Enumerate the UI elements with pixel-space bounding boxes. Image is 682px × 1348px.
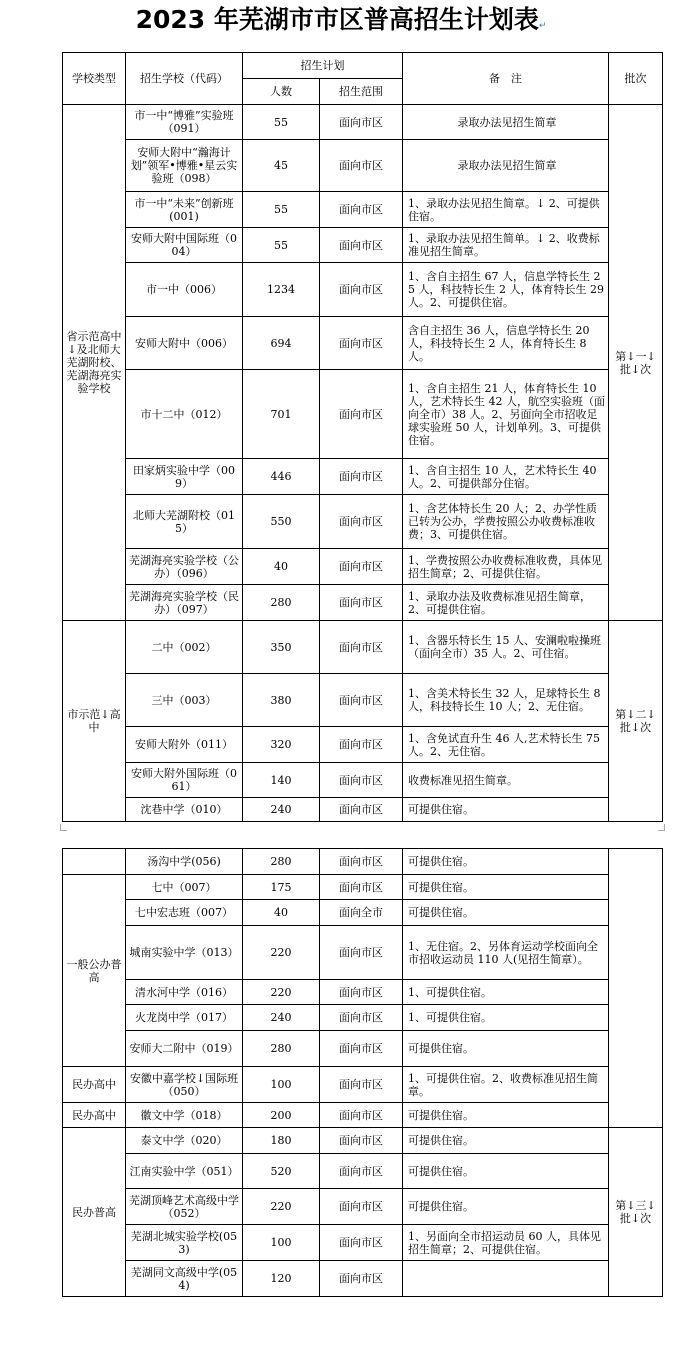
school-name-cell: 市一中（006） [126, 263, 243, 317]
scope-cell: 面向市区 [320, 1261, 403, 1297]
page-break-mark [60, 824, 67, 831]
count-cell: 55 [243, 105, 320, 140]
school-type-cell: 民办高中 [63, 1103, 126, 1128]
table-row [63, 875, 663, 900]
school-name-cell: 芜湖顶峰艺术高级中学（052） [126, 1189, 243, 1225]
school-name-cell: 三中（003） [126, 674, 243, 727]
notes-cell: 1、含美术特长生 32 人，足球特长生 8 人，科技特长生 10 人；2、无住宿。 [403, 674, 609, 727]
notes-cell: 可提供住宿。 [403, 798, 609, 822]
school-name-cell: 安师大附外（011） [126, 727, 243, 763]
table-row [63, 1189, 663, 1225]
scope-cell: 面向市区 [320, 1128, 403, 1154]
school-type-cell: 一般公办普高 [63, 875, 126, 1067]
table-row [63, 1031, 663, 1067]
table-row [63, 1261, 663, 1297]
notes-cell: 1、录取办法及收费标准见招生简章，2、可提供住宿。 [403, 585, 609, 621]
count-cell: 446 [243, 459, 320, 495]
table-row [63, 1128, 663, 1154]
school-name-cell: 江南实验中学（051） [126, 1154, 243, 1189]
school-name-cell: 安师大附中“瀚海计划”领军•博雅•星云实验班（098） [126, 140, 243, 192]
batch-cell: 第↓三↓批↓次 [609, 1128, 663, 1297]
batch-cell: 第↓一↓批↓次 [609, 105, 663, 621]
scope-cell: 面向市区 [320, 1225, 403, 1261]
count-cell: 180 [243, 1128, 320, 1154]
notes-cell: 可提供住宿。 [403, 1154, 609, 1189]
table-row [63, 849, 663, 875]
school-name-cell: 市十二中（012） [126, 370, 243, 459]
school-name-cell: 清水河中学（016） [126, 980, 243, 1005]
notes-cell: 可提供住宿。 [403, 1103, 609, 1128]
count-cell: 40 [243, 900, 320, 926]
school-type-cell: 民办普高 [63, 1128, 126, 1297]
scope-cell: 面向市区 [320, 585, 403, 621]
scope-cell: 面向市区 [320, 459, 403, 495]
scope-cell: 面向市区 [320, 849, 403, 875]
table-row [63, 1005, 663, 1031]
table-row [63, 228, 663, 263]
count-cell: 220 [243, 926, 320, 980]
notes-cell: 可提供住宿。 [403, 1189, 609, 1225]
scope-cell: 面向市区 [320, 1005, 403, 1031]
scope-cell: 面向市区 [320, 1103, 403, 1128]
notes-cell: 1、含艺体特长生 20 人；2、办学性质已转为公办，学费按照公办收费标准收费；3、可提供住宿。 [403, 495, 609, 549]
count-cell: 100 [243, 1067, 320, 1103]
header-plan: 招生计划 [243, 53, 403, 79]
table-row [63, 495, 663, 549]
notes-cell: 可提供住宿。 [403, 875, 609, 900]
count-cell: 280 [243, 585, 320, 621]
scope-cell: 面向市区 [320, 621, 403, 674]
count-cell: 220 [243, 1189, 320, 1225]
school-name-cell: 安师大附中（006） [126, 317, 243, 370]
header-notes: 备 注 [403, 53, 609, 105]
count-cell: 40 [243, 549, 320, 585]
notes-cell: 收费标准见招生简章。 [403, 763, 609, 798]
scope-cell: 面向市区 [320, 980, 403, 1005]
notes-cell: 1、含自主招生 10 人，艺术特长生 40 人。2、可提供部分住宿。 [403, 459, 609, 495]
table-row [63, 263, 663, 317]
school-name-cell: 安师大附外国际班（061） [126, 763, 243, 798]
enrollment-table-part-2 [62, 848, 663, 1297]
school-name-cell: 北师大芜湖附校（015） [126, 495, 243, 549]
count-cell: 55 [243, 192, 320, 228]
notes-cell: 1、含免试直升生 46 人,艺术特长生 75 人。2、无住宿。 [403, 727, 609, 763]
count-cell: 55 [243, 228, 320, 263]
table-row [63, 798, 663, 822]
school-name-cell: 汤沟中学(056) [126, 849, 243, 875]
school-name-cell: 芜湖北城实验学校(053) [126, 1225, 243, 1261]
count-cell: 380 [243, 674, 320, 727]
school-name-cell: 安师大二附中（019） [126, 1031, 243, 1067]
school-name-cell: 田家炳实验中学（009） [126, 459, 243, 495]
school-name-cell: 泰文中学（020） [126, 1128, 243, 1154]
scope-cell: 面向全市 [320, 900, 403, 926]
notes-cell: 1、无住宿。2、另体育运动学校面向全市招收运动员 110 人(见招生简章）。 [403, 926, 609, 980]
table-row [63, 317, 663, 370]
notes-cell: 1、含器乐特长生 15 人、安澜啦啦操班（面向全市）35 人。2、可住宿。 [403, 621, 609, 674]
notes-cell: 含自主招生 36 人，信息学特长生 20 人，科技特长生 2 人，体育特长生 8 人。 [403, 317, 609, 370]
table-row [63, 621, 663, 674]
scope-cell: 面向市区 [320, 727, 403, 763]
scope-cell: 面向市区 [320, 1154, 403, 1189]
count-cell: 200 [243, 1103, 320, 1128]
notes-cell: 1、可提供住宿。2、收费标准见招生简章。 [403, 1067, 609, 1103]
school-name-cell: 徽文中学（018） [126, 1103, 243, 1128]
table-row [63, 459, 663, 495]
count-cell: 694 [243, 317, 320, 370]
notes-cell: 录取办法见招生简章 [403, 140, 609, 192]
page-break-mark [658, 824, 665, 831]
count-cell: 220 [243, 980, 320, 1005]
table-row [63, 1225, 663, 1261]
batch-cell: 第↓二↓批↓次 [609, 621, 663, 822]
school-name-cell: 安师大附中国际班（004） [126, 228, 243, 263]
table-body [63, 105, 663, 822]
school-name-cell: 市一中“未来”创新班(001) [126, 192, 243, 228]
school-name-cell: 七中（007） [126, 875, 243, 900]
table-row [63, 1154, 663, 1189]
scope-cell: 面向市区 [320, 192, 403, 228]
scope-cell: 面向市区 [320, 1189, 403, 1225]
table-row [63, 549, 663, 585]
scope-cell: 面向市区 [320, 370, 403, 459]
count-cell: 240 [243, 798, 320, 822]
notes-cell: 1、另面向全市招运动员 60 人，具体见招生简章；2、可提供住宿。 [403, 1225, 609, 1261]
header-school: 招生学校（代码） [126, 53, 243, 105]
header-scope: 招生范围 [320, 79, 403, 105]
scope-cell: 面向市区 [320, 674, 403, 727]
table-row [63, 763, 663, 798]
school-type-cell: 民办高中 [63, 1067, 126, 1103]
notes-cell: 1、含自主招生 21 人，体育特长生 10 人，艺术特长生 42 人，航空实验班（面向全市）38 人。2、另面向全市招收足球实验班 50 人，计划单列。3、可提供住宿。 [403, 370, 609, 459]
notes-cell: 1、学费按照公办收费标准收费，具体见招生简章；2、可提供住宿。 [403, 549, 609, 585]
count-cell: 1234 [243, 263, 320, 317]
notes-cell: 录取办法见招生简章 [403, 105, 609, 140]
scope-cell: 面向市区 [320, 495, 403, 549]
count-cell: 350 [243, 621, 320, 674]
count-cell: 140 [243, 763, 320, 798]
school-name-cell: 城南实验中学（013） [126, 926, 243, 980]
notes-cell: 可提供住宿。 [403, 1128, 609, 1154]
school-name-cell: 二中（002） [126, 621, 243, 674]
header-school-type: 学校类型 [63, 53, 126, 105]
count-cell: 120 [243, 1261, 320, 1297]
paragraph-mark-icon: ↵ [538, 21, 547, 31]
scope-cell: 面向市区 [320, 263, 403, 317]
school-name-cell: 芜湖海亮实验学校（民办）（097） [126, 585, 243, 621]
enrollment-table-part-1 [62, 52, 663, 822]
scope-cell: 面向市区 [320, 105, 403, 140]
table-row [63, 926, 663, 980]
school-type-cell [63, 849, 126, 875]
scope-cell: 面向市区 [320, 317, 403, 370]
scope-cell: 面向市区 [320, 763, 403, 798]
count-cell: 320 [243, 727, 320, 763]
table-row [63, 105, 663, 140]
table-row [63, 370, 663, 459]
school-type-cell: 市示范↓高中 [63, 621, 126, 822]
notes-cell: 1、录取办法见招生简章。↓ 2、可提供住宿。 [403, 192, 609, 228]
scope-cell: 面向市区 [320, 1031, 403, 1067]
scope-cell: 面向市区 [320, 1067, 403, 1103]
count-cell: 175 [243, 875, 320, 900]
count-cell: 280 [243, 1031, 320, 1067]
table-row [63, 1103, 663, 1128]
school-type-cell: 省示范高中↓及北师大芜湖附校、芜湖海亮实验学校 [63, 105, 126, 621]
notes-cell: 1、含自主招生 67 人，信息学特长生 25 人，科技特长生 2 人，体育特长生 29 人。2、可提供住宿。 [403, 263, 609, 317]
notes-cell [403, 1261, 609, 1297]
notes-cell: 1、录取办法见招生简单。↓ 2、收费标准见招生简章。 [403, 228, 609, 263]
header-count: 人数 [243, 79, 320, 105]
table-row [63, 900, 663, 926]
table-header-row [63, 53, 663, 79]
scope-cell: 面向市区 [320, 875, 403, 900]
count-cell: 701 [243, 370, 320, 459]
scope-cell: 面向市区 [320, 926, 403, 980]
count-cell: 520 [243, 1154, 320, 1189]
notes-cell: 可提供住宿。 [403, 900, 609, 926]
table-row [63, 1067, 663, 1103]
school-name-cell: 火龙岗中学（017） [126, 1005, 243, 1031]
count-cell: 100 [243, 1225, 320, 1261]
table-row [63, 727, 663, 763]
page-title: 2023 年芜湖市市区普高招生计划表↵ [135, 5, 547, 34]
notes-cell: 1、可提供住宿。 [403, 980, 609, 1005]
scope-cell: 面向市区 [320, 228, 403, 263]
school-name-cell: 安徽中嘉学校↓国际班（050） [126, 1067, 243, 1103]
table-body [63, 849, 663, 1297]
school-name-cell: 沈巷中学（010） [126, 798, 243, 822]
table-row [63, 140, 663, 192]
notes-cell: 可提供住宿。 [403, 849, 609, 875]
school-name-cell: 七中宏志班（007） [126, 900, 243, 926]
scope-cell: 面向市区 [320, 798, 403, 822]
table-row [63, 585, 663, 621]
count-cell: 280 [243, 849, 320, 875]
table-row [63, 980, 663, 1005]
school-name-cell: 芜湖海亮实验学校（公办）（096） [126, 549, 243, 585]
count-cell: 45 [243, 140, 320, 192]
school-name-cell: 市一中“博雅”实验班（091） [126, 105, 243, 140]
header-batch: 批次 [609, 53, 663, 105]
count-cell: 240 [243, 1005, 320, 1031]
scope-cell: 面向市区 [320, 549, 403, 585]
notes-cell: 可提供住宿。 [403, 1031, 609, 1067]
notes-cell: 1、可提供住宿。 [403, 1005, 609, 1031]
school-name-cell: 芜湖同文高级中学(054) [126, 1261, 243, 1297]
batch-cell [609, 849, 663, 1128]
table-row [63, 674, 663, 727]
scope-cell: 面向市区 [320, 140, 403, 192]
table-row [63, 192, 663, 228]
count-cell: 550 [243, 495, 320, 549]
